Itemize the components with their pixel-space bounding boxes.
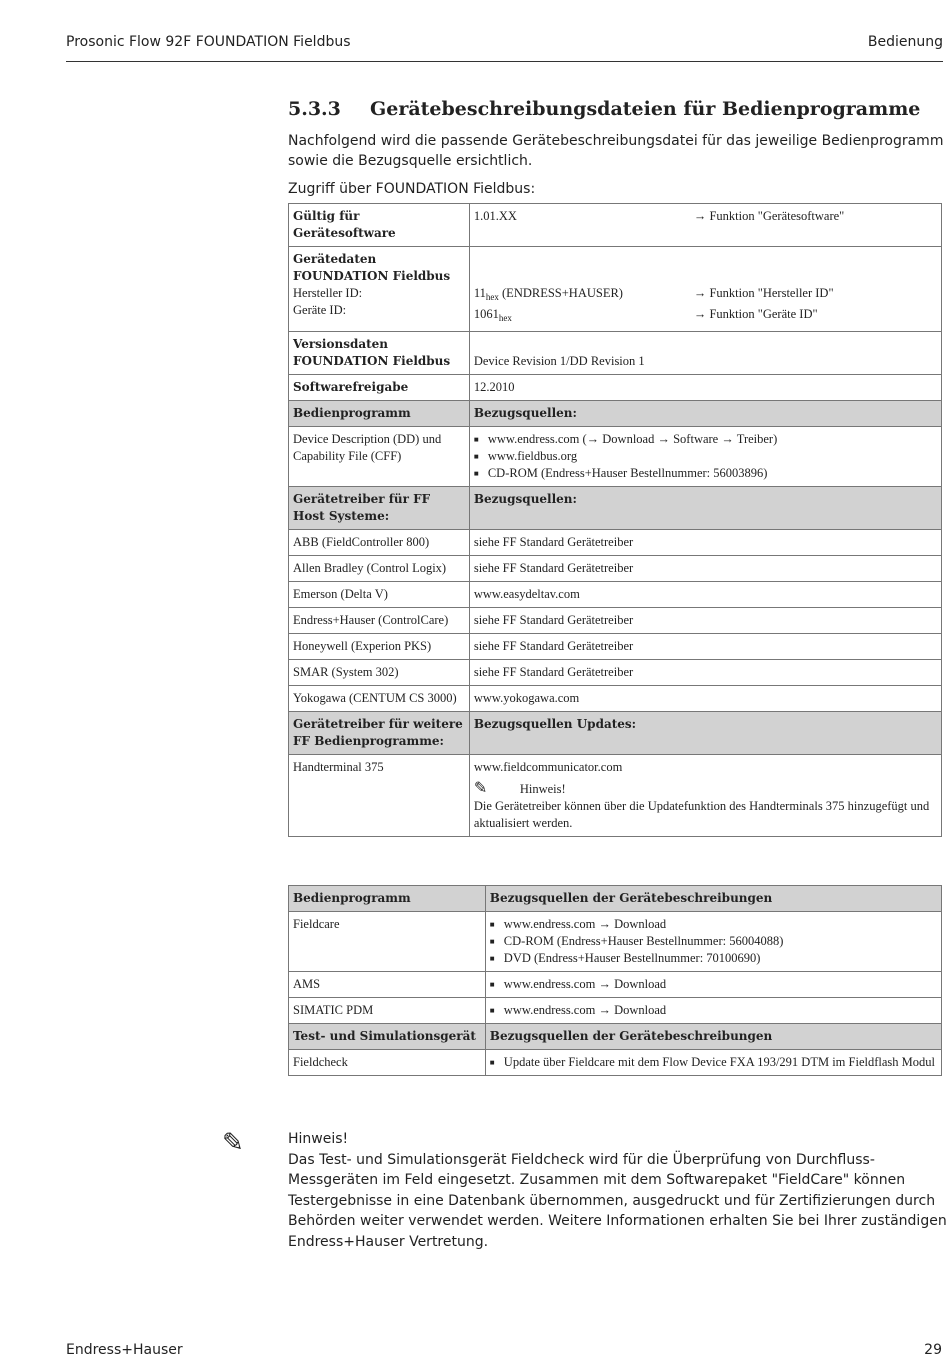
dd-label: Device Description (DD) und Capability File (CFF) xyxy=(289,427,470,487)
handterminal-cell xyxy=(469,755,941,837)
table-row xyxy=(289,634,942,660)
gueltig-label: Gültig für Gerätesoftware xyxy=(289,204,470,247)
software-value: 12.2010 xyxy=(469,375,941,401)
geraetedaten-value-cell xyxy=(469,247,941,332)
table-row xyxy=(289,375,942,401)
list-item: ■ www.endress.com → Download xyxy=(490,1002,937,1019)
table-header-row xyxy=(289,401,942,427)
list-item: ■ CD-ROM (Endress+Hauser Bestellnummer: 56004088) xyxy=(490,933,937,950)
header-section: Bedienung xyxy=(867,34,943,50)
version-value-cell xyxy=(469,332,941,375)
host-systems-header: Gerätetreiber für FF Host Systeme: xyxy=(289,487,470,530)
hersteller-ref: → Funktion "Hersteller ID" xyxy=(693,286,834,300)
ams-cell xyxy=(485,972,941,998)
host-name: SMAR (System 302) xyxy=(289,660,470,686)
section-heading xyxy=(288,98,920,120)
header-title: Prosonic Flow 92F FOUNDATION Fieldbus xyxy=(66,34,351,50)
program-header: Bedienprogramm xyxy=(289,886,486,912)
update-sources-header: Bezugsquellen Updates: xyxy=(469,712,941,755)
geraete-sub: hex xyxy=(498,313,512,323)
list-item: ■ www.endress.com → Download xyxy=(490,976,937,993)
table-header-row xyxy=(289,1024,942,1050)
table-row xyxy=(289,332,942,375)
table-row xyxy=(289,247,942,332)
table-row xyxy=(289,204,942,247)
table-row xyxy=(289,530,942,556)
table-row xyxy=(289,755,942,837)
list-item: ■ CD-ROM (Endress+Hauser Bestellnummer: 56003896) xyxy=(474,465,937,482)
dd-sources-list xyxy=(474,431,937,482)
version-subtitle: FOUNDATION Fieldbus xyxy=(293,354,451,368)
host-source: www.easydeltav.com xyxy=(469,582,941,608)
table-caption: Zugriff über FOUNDATION Fieldbus: xyxy=(288,181,536,197)
fieldcheck-label: Fieldcheck xyxy=(289,1050,486,1076)
host-source: siehe FF Standard Gerätetreiber xyxy=(469,660,941,686)
table-row xyxy=(289,556,942,582)
geraete-label: Geräte ID: xyxy=(293,303,347,317)
handterminal-note: Die Gerätetreiber können über die Updatefunktion des Handterminals 375 hinzugefügt und aktualisiert werden. xyxy=(473,799,930,830)
fieldcheck-cell xyxy=(485,1050,941,1076)
page-header xyxy=(66,32,943,62)
table-row xyxy=(289,582,942,608)
host-source: siehe FF Standard Gerätetreiber xyxy=(469,556,941,582)
host-name: ABB (FieldController 800) xyxy=(289,530,470,556)
list-item: ■ Update über Fieldcare mit dem Flow Device FXA 193/291 DTM im Fieldflash Modul xyxy=(490,1054,937,1071)
intro-paragraph: Nachfolgend wird die passende Gerätebeschreibungsdatei für das jeweilige Bedienprogramm sowie die Bezugsquelle ersichtlich. xyxy=(288,133,944,169)
operating-programs-table xyxy=(288,885,942,1076)
ff-device-table xyxy=(288,203,942,837)
sources-header: Bezugsquellen der Gerätebeschreibungen xyxy=(485,886,941,912)
handterminal-url: www.fieldcommunicator.com xyxy=(473,760,623,774)
host-source: siehe FF Standard Gerätetreiber xyxy=(469,634,941,660)
pencil-icon: ✎ xyxy=(473,780,488,797)
hersteller-suffix: (ENDRESS+HAUSER) xyxy=(498,286,623,300)
gueltig-ref: → Funktion "Gerätesoftware" xyxy=(693,209,845,223)
test-sources-header: Bezugsquellen der Gerätebeschreibungen xyxy=(485,1024,941,1050)
version-value: Device Revision 1/DD Revision 1 xyxy=(473,354,645,368)
geraetedaten-subtitle: FOUNDATION Fieldbus xyxy=(293,269,451,283)
pencil-icon: ✎ xyxy=(222,1128,244,1157)
host-name: Endress+Hauser (ControlCare) xyxy=(289,608,470,634)
host-name: Yokogawa (CENTUM CS 3000) xyxy=(289,686,470,712)
further-programs-header: Gerätetreiber für weitere FF Bedienprogramme: xyxy=(289,712,470,755)
note-title: Hinweis! xyxy=(288,1131,349,1147)
table-header-row xyxy=(289,712,942,755)
geraetedaten-label-cell xyxy=(289,247,470,332)
host-source: siehe FF Standard Gerätetreiber xyxy=(469,608,941,634)
note-block xyxy=(288,1129,948,1252)
simatic-label: SIMATIC PDM xyxy=(289,998,486,1024)
table-header-row xyxy=(289,886,942,912)
list-item: ■ DVD (Endress+Hauser Bestellnummer: 70100690) xyxy=(490,950,937,967)
geraete-value: 1061 xyxy=(473,307,499,321)
geraetedaten-title: Gerätedaten xyxy=(293,252,377,266)
ams-label: AMS xyxy=(289,972,486,998)
table-header-row xyxy=(289,487,942,530)
table-row xyxy=(289,427,942,487)
dd-sources-cell xyxy=(469,427,941,487)
gueltig-value: 1.01.XX xyxy=(473,209,517,223)
section-number: 5.3.3 xyxy=(288,98,341,120)
version-label-cell xyxy=(289,332,470,375)
footer-company: Endress+Hauser xyxy=(66,1342,183,1358)
list-item: ■ www.endress.com → Download xyxy=(490,916,937,933)
fieldcare-sources-list xyxy=(490,916,937,967)
note-text: Das Test- und Simulationsgerät Fieldcheck wird für die Überprüfung von Durchfluss-Messgeräten im Feld eingesetzt. Zusammen mit dem Softwarepaket "FieldCare" können Testergebnisse in eine Datenbank übernommen, ausgedruckt und für Zertifizierungen durch Behörden weiter verwendet werden. Weitere Informationen erhalten Sie bei Ihrer zuständigen Endress+Hauser Vertretung. xyxy=(288,1151,947,1250)
geraete-ref: → Funktion "Geräte ID" xyxy=(693,307,818,321)
table-row xyxy=(289,686,942,712)
bezugsquellen-header: Bezugsquellen: xyxy=(469,401,941,427)
table-row xyxy=(289,660,942,686)
page-number: 29 xyxy=(924,1342,942,1358)
section-title: Gerätebeschreibungsdateien für Bedienprogramme xyxy=(370,98,921,120)
table-row xyxy=(289,1050,942,1076)
version-title: Versionsdaten xyxy=(293,337,389,351)
bedienprogramm-header: Bedienprogramm xyxy=(289,401,470,427)
hersteller-label: Hersteller ID: xyxy=(293,286,363,300)
simatic-cell xyxy=(485,998,941,1024)
host-source: www.yokogawa.com xyxy=(469,686,941,712)
software-label: Softwarefreigabe xyxy=(289,375,470,401)
hersteller-value: 11 xyxy=(473,286,486,300)
table-row xyxy=(289,608,942,634)
handterminal-hinweis: Hinweis! xyxy=(519,782,566,796)
host-name: Emerson (Delta V) xyxy=(289,582,470,608)
list-item: ■ www.fieldbus.org xyxy=(474,448,937,465)
test-device-header: Test- und Simulationsgerät xyxy=(289,1024,486,1050)
host-name: Allen Bradley (Control Logix) xyxy=(289,556,470,582)
table-row xyxy=(289,912,942,972)
hersteller-sub: hex xyxy=(485,292,499,302)
list-item: ■ www.endress.com (→ Download → Software → Treiber) xyxy=(474,431,937,448)
host-name: Honeywell (Experion PKS) xyxy=(289,634,470,660)
fieldcare-label: Fieldcare xyxy=(289,912,486,972)
table-row xyxy=(289,972,942,998)
gueltig-cell xyxy=(469,204,941,247)
fieldcare-sources-cell xyxy=(485,912,941,972)
table-row xyxy=(289,998,942,1024)
host-source: siehe FF Standard Gerätetreiber xyxy=(469,530,941,556)
host-sources-header: Bezugsquellen: xyxy=(469,487,941,530)
handterminal-label: Handterminal 375 xyxy=(289,755,470,837)
